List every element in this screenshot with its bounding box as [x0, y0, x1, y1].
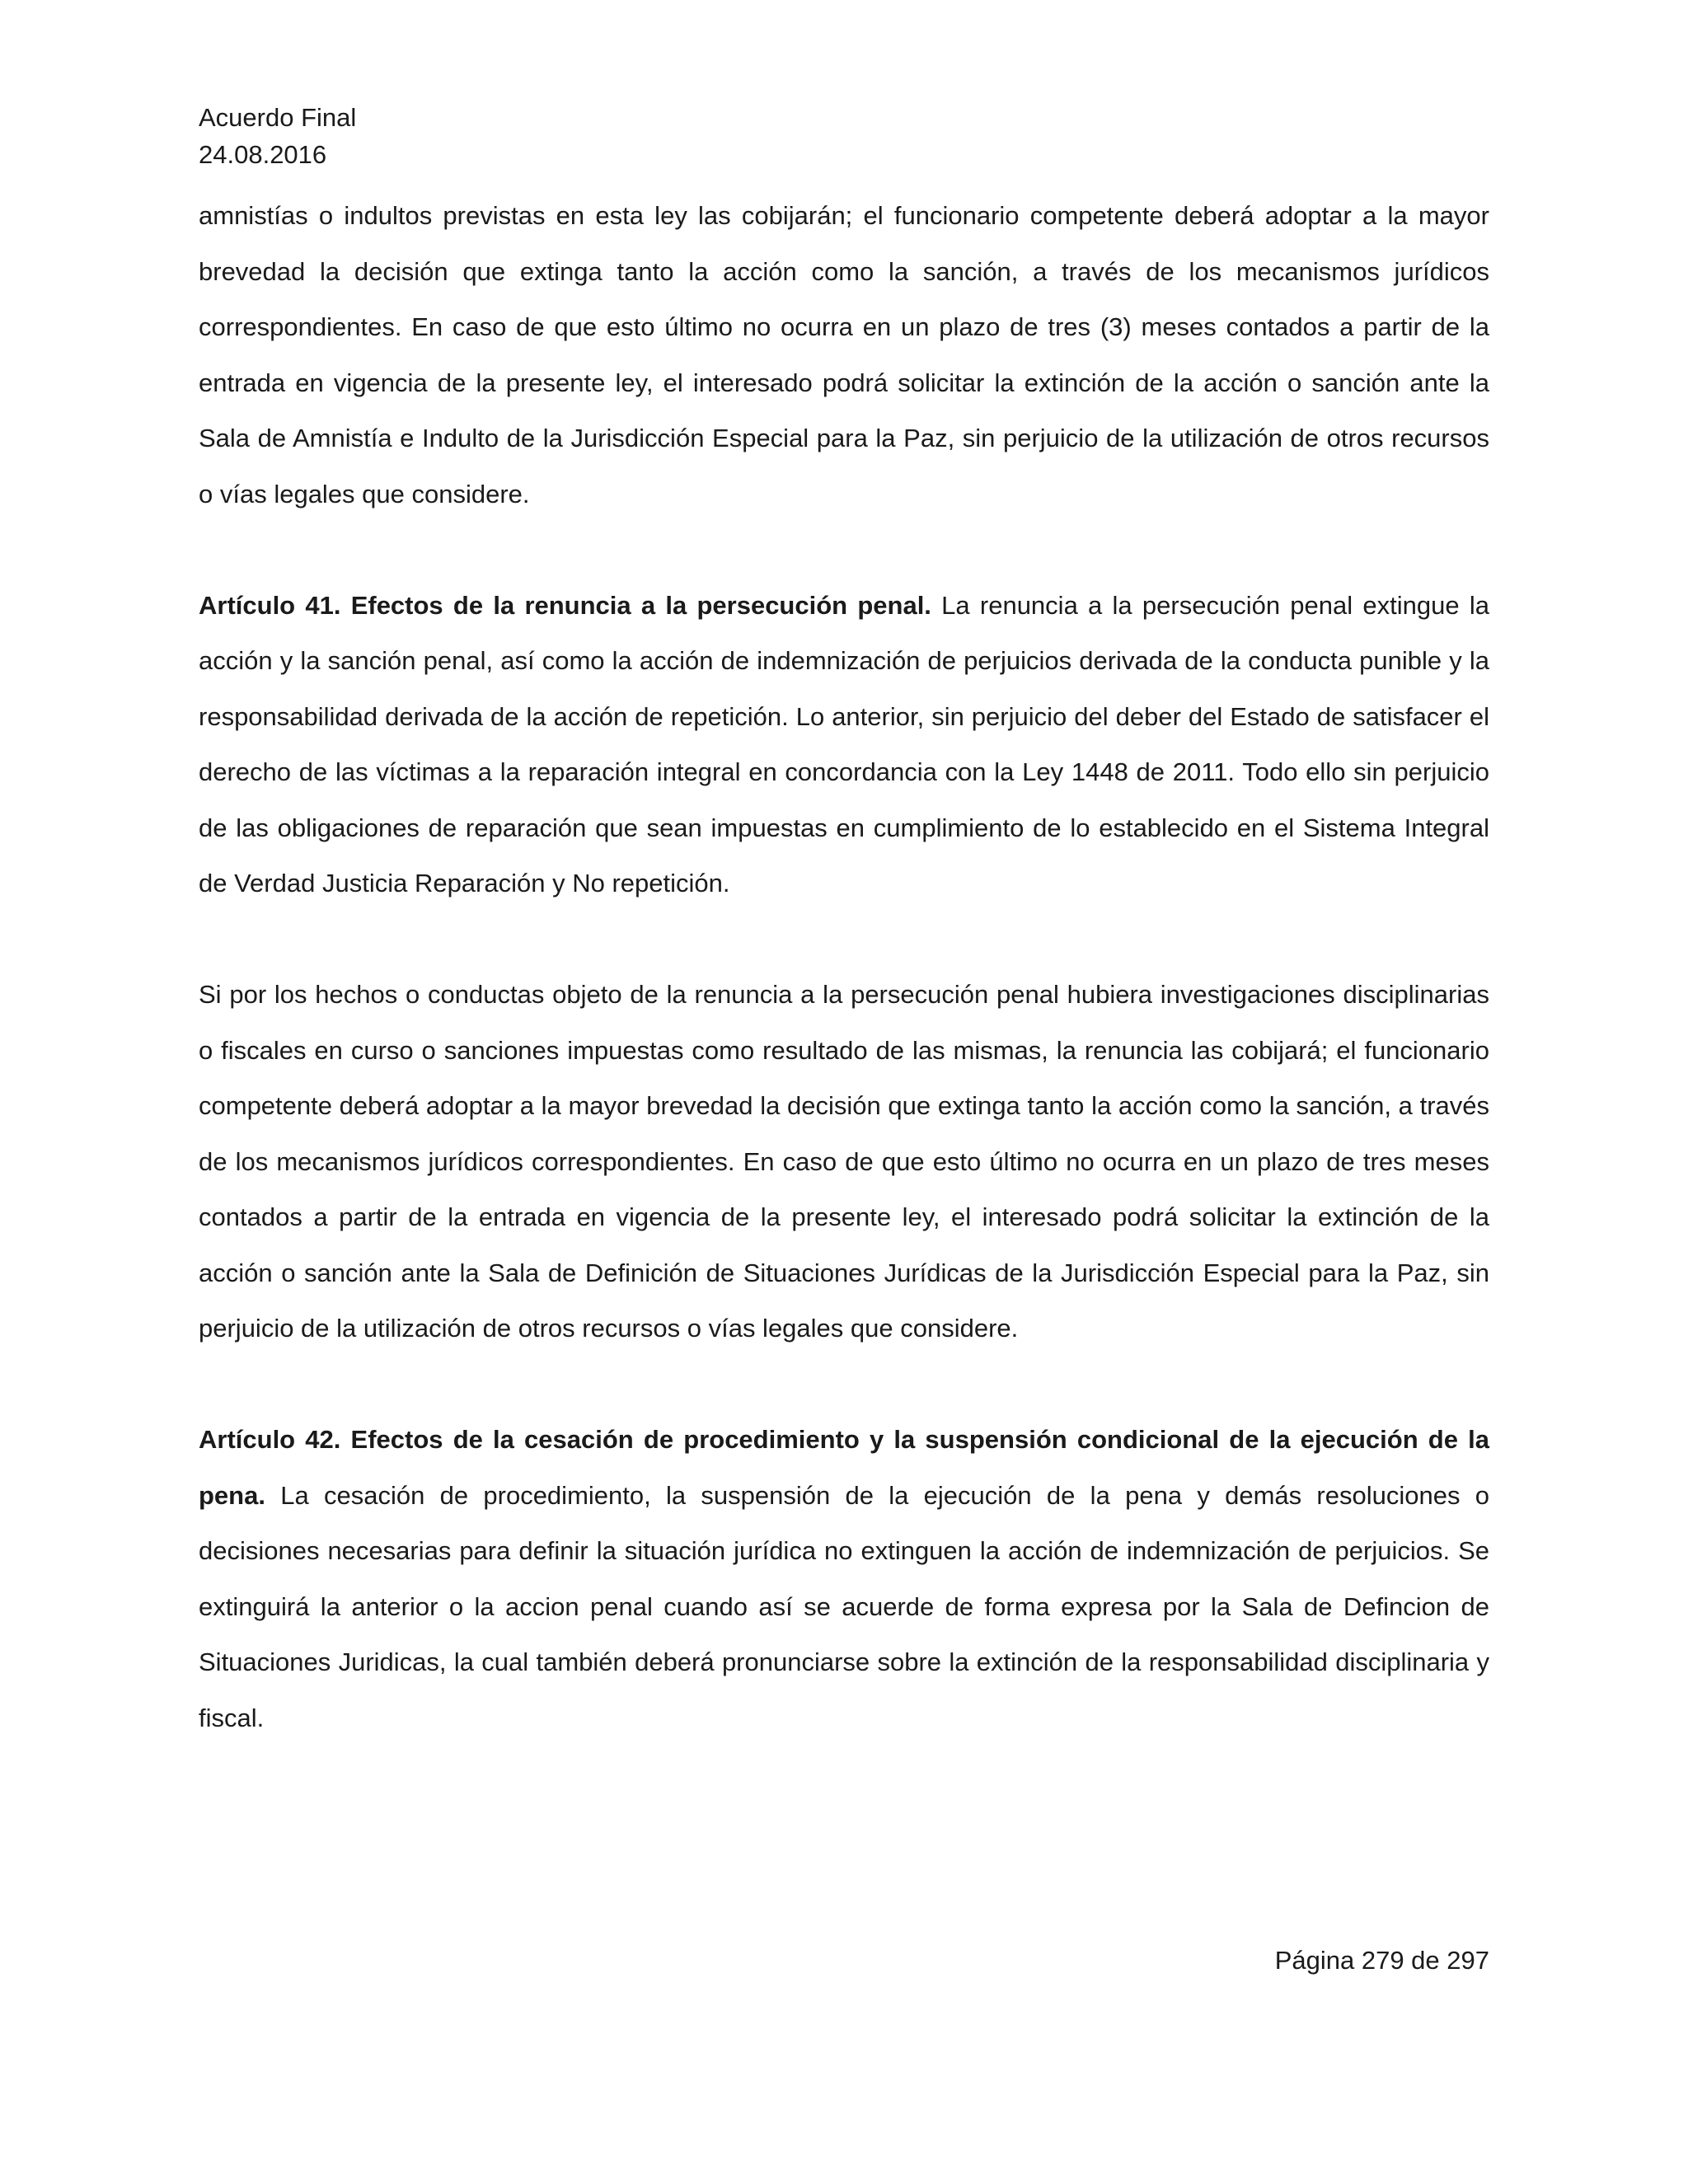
document-title: Acuerdo Final	[199, 103, 357, 132]
page-header	[199, 99, 356, 173]
article-42	[199, 1412, 1489, 1746]
document-body	[199, 188, 1489, 1746]
paragraph-text: Si por los hechos o conductas objeto de la renuncia a la persecución penal hubiera investigaciones disciplinarias o fiscales en curso o sanciones impuestas como resultado de las mismas, la renuncia las cobijará; el funcionario competente deberá adoptar a la mayor brevedad la decisión que extinga tanto la acción como la sanción, a través de los mecanismos jurídicos correspondientes. En caso de que esto último no ocurra en un plazo de tres meses contados a partir de la entrada en vigencia de la presente ley, el interesado podrá solicitar la extinción de la acción o sanción ante la Sala de Definición de Situaciones Jurídicas de la Jurisdicción Especial para la Paz, sin perjuicio de la utilización de otros recursos o vías legales que considere.	[199, 980, 1489, 1343]
paragraph-text: La renuncia a la persecución penal extingue la acción y la sanción penal, así como la acción de indemnización de perjuicios derivada de la conducta punible y la responsabilidad derivada de la acción de repetición. Lo anterior, sin perjuicio del deber del Estado de satisfacer el derecho de las víctimas a la reparación integral en concordancia con la Ley 1448 de 2011. Todo ello sin perjuicio de las obligaciones de reparación que sean impuestas en cumplimiento de lo establecido en el Sistema Integral de Verdad Justicia Reparación y No repetición.	[199, 590, 1489, 898]
document-date: 24.08.2016	[199, 140, 327, 169]
paragraph-text: La cesación de procedimiento, la suspensión de la ejecución de la pena y demás resoluciones o decisiones necesarias para definir la situación jurídica no extinguen la acción de indemnización de perjuicios. Se extinguirá la anterior o la accion penal cuando así se acuerde de forma expresa por la Sala de Defincion de Situaciones Juridicas, la cual también deberá pronunciarse sobre la extinción de la responsabilidad disciplinaria y fiscal.	[199, 1480, 1489, 1732]
article-41	[199, 578, 1489, 912]
paragraph-text: amnistías o indultos previstas en esta ley las cobijarán; el funcionario competente deberá adoptar a la mayor brevedad la decisión que extinga tanto la acción como la sanción, a través de los mecanismos jurídicos correspondientes. En caso de que esto último no ocurra en un plazo de tres (3) meses contados a partir de la entrada en vigencia de la presente ley, el interesado podrá solicitar la extinción de la acción o sanción ante la Sala de Amnistía e Indulto de la Jurisdicción Especial para la Paz, sin perjuicio de la utilización de otros recursos o vías legales que considere.	[199, 201, 1489, 509]
paragraph-continuation	[199, 188, 1489, 522]
article-heading: Artículo 41. Efectos de la renuncia a la persecución penal.	[199, 590, 931, 620]
article-heading: Artículo 42. Efectos de la cesación de procedimiento y la suspensión condicional de la ejecución de la pena.	[199, 1425, 1489, 1510]
article-41-paragraph-2	[199, 967, 1489, 1357]
page-number: Página 279 de 297	[1274, 1946, 1489, 1975]
